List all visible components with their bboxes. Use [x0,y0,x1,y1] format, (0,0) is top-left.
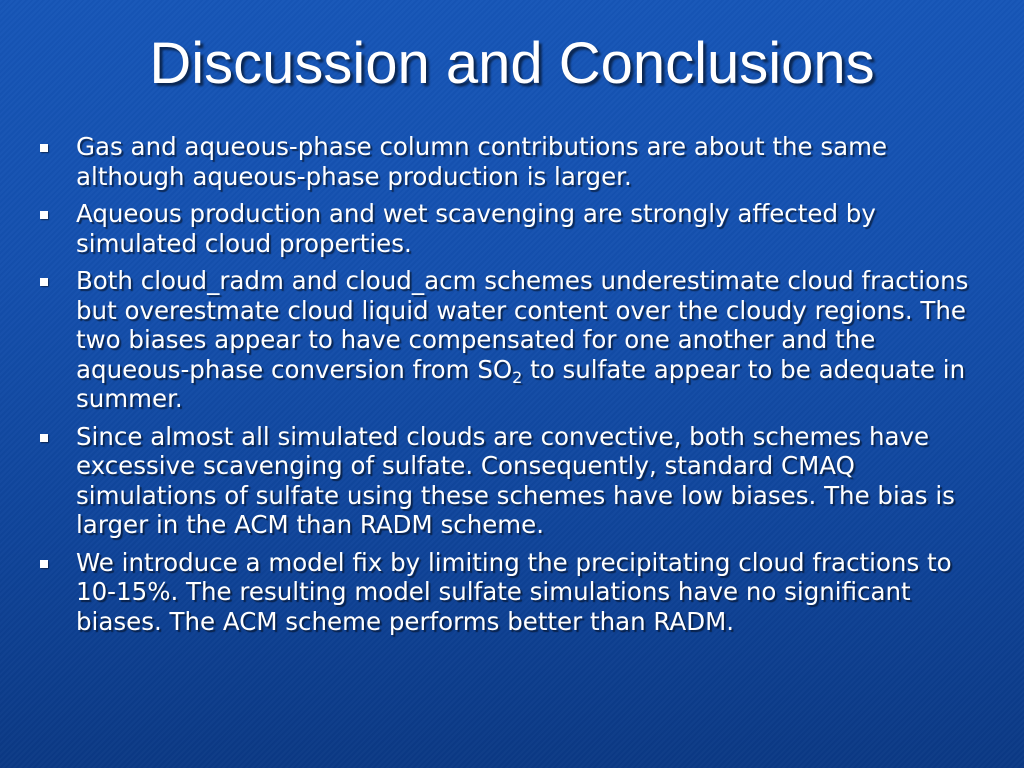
bullet-text: Aqueous production and wet scavenging are strongly affected by simulated cloud properties. [76,199,876,258]
bullet-item-3 [40,266,990,414]
bullet-item-5 [40,548,990,637]
bullet-text-before: Both cloud_radm and cloud_acm schemes underestimate cloud fractions but overestmate cloud liquid water content over the cloudy regions. The two biases appear to have compensated for one another and the aqueous-phase conversion from SO [76,266,969,384]
square-bullet-icon [40,278,48,286]
bullet-text: We introduce a model fix by limiting the precipitating cloud fractions to 10-15%. The resulting model sulfate simulations have no significant biases. The ACM scheme performs better than RADM. [76,547,952,636]
bullet-item-4 [40,422,990,540]
bullet-item-1 [40,132,990,191]
square-bullet-icon [40,211,48,219]
bullet-text: Since almost all simulated clouds are convective, both schemes have excessive scavenging of sulfate. Consequently, standard CMAQ simulations of sulfate using these schemes have low biases. The bias is larger in the ACM than RADM scheme. [76,421,955,539]
square-bullet-icon [40,144,48,152]
bullet-list [40,132,990,644]
slide-title: Discussion and Conclusions [149,31,875,96]
square-bullet-icon [40,434,48,442]
subscript: 2 [512,367,523,387]
bullet-text: Gas and aqueous-phase column contributions are about the same although aqueous-phase production is larger. [76,132,888,191]
bullet-item-2 [40,199,990,258]
bullet-text-after: to sulfate appear to be adequate in summer. [76,354,966,413]
square-bullet-icon [40,560,48,568]
